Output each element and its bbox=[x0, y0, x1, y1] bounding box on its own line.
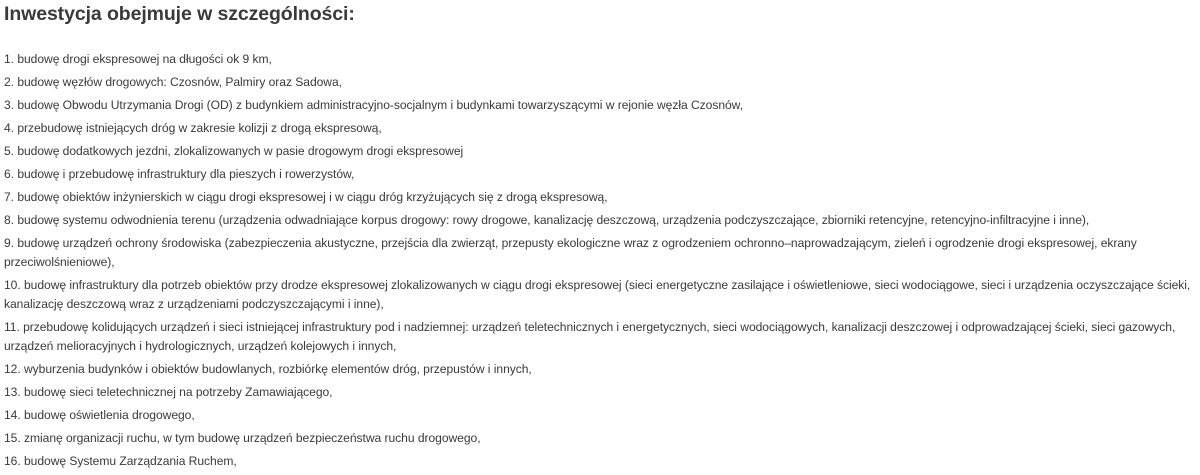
list-item-number: 6. bbox=[4, 167, 14, 181]
document-heading: Inwestycja obejmuje w szczególności: bbox=[4, 3, 355, 25]
list-item-text: budowę Obwodu Utrzymania Drogi (OD) z budynkiem administracyjno-socjalnym i budynkami towarzyszącymi w rejonie węzła Czosnów, bbox=[17, 98, 744, 112]
list-item-text: budowę oświetlenia drogowego, bbox=[23, 408, 195, 422]
list-item bbox=[4, 383, 1196, 402]
list-item-number: 3. bbox=[4, 98, 14, 112]
list-item bbox=[4, 234, 1196, 272]
list-item bbox=[4, 50, 1196, 69]
list-item bbox=[4, 360, 1196, 379]
list-item-text: budowę infrastruktury dla potrzeb obiektów przy drodze ekspresowej zlokalizowanych w ciągu drogi ekspresowej (sieci energetyczne zasilające i oświetleniowe, sieci wodociągowe, sieci i urządzenia oczyszczające ścieki, kanalizację deszczową wraz z urządzeniami podczyszczającymi i inne), bbox=[4, 278, 1191, 311]
list-item-text: budowę drogi ekspresowej na długości ok 9 km, bbox=[17, 52, 272, 66]
scope-list bbox=[4, 50, 1196, 471]
list-item bbox=[4, 452, 1196, 471]
list-item-number: 8. bbox=[4, 213, 14, 227]
list-item-text: zmianę organizacji ruchu, w tym budowę urządzeń bezpieczeństwa ruchu drogowego, bbox=[23, 431, 481, 445]
list-item-number: 16. bbox=[4, 454, 21, 468]
list-item-text: budowę dodatkowych jezdni, zlokalizowanych w pasie drogowym drogi ekspresowej bbox=[17, 144, 464, 158]
list-item bbox=[4, 276, 1196, 314]
list-item-text: budowę obiektów inżynierskich w ciągu drogi ekspresowej i w ciągu dróg krzyżujących się z drogą ekspresową, bbox=[17, 190, 608, 204]
list-item bbox=[4, 96, 1196, 115]
list-item-number: 10. bbox=[4, 278, 21, 292]
list-item-number: 7. bbox=[4, 190, 14, 204]
list-item bbox=[4, 142, 1196, 161]
list-item bbox=[4, 429, 1196, 448]
list-item-number: 2. bbox=[4, 75, 14, 89]
list-item-number: 4. bbox=[4, 121, 14, 135]
list-item-number: 1. bbox=[4, 52, 14, 66]
list-item-number: 12. bbox=[4, 362, 21, 376]
list-item-text: przebudowę istniejących dróg w zakresie kolizji z drogą ekspresową, bbox=[17, 121, 382, 135]
list-item bbox=[4, 318, 1196, 356]
list-item bbox=[4, 165, 1196, 184]
list-item-text: budowę urządzeń ochrony środowiska (zabezpieczenia akustyczne, przejścia dla zwierząt, przepusty ekologiczne wraz z ogrodzeniem ochronno–naprowadzającym, zieleń i ogrodzenie drogi ekspresowej, ekrany przeciwolśnieniowe), bbox=[4, 236, 1137, 269]
document-content bbox=[4, 2, 1196, 475]
list-item-number: 14. bbox=[4, 408, 21, 422]
list-item-text: budowę systemu odwodnienia terenu (urządzenia odwadniające korpus drogowy: rowy drogowe, kanalizację deszczową, urządzenia podczyszczające, zbiorniki retencyjne, retencyjno-infiltracyjne i inne), bbox=[17, 213, 1090, 227]
list-item-text: przebudowę kolidujących urządzeń i sieci istniejącej infrastruktury pod i nadziemnej: urządzeń teletechnicznych i energetycznych, sieci wodociągowych, kanalizacji deszczowej i odprowadzającej ścieki, sieci gazowych, urządzeń melioracyjnych i hydrologicznych, urządzeń kolejowych i innych, bbox=[4, 320, 1176, 353]
list-item-text: wyburzenia budynków i obiektów budowlanych, rozbiórkę elementów dróg, przepustów i innych, bbox=[23, 362, 532, 376]
list-item-text: budowę Systemu Zarządzania Ruchem, bbox=[23, 454, 237, 468]
list-item bbox=[4, 211, 1196, 230]
list-item-text: budowę i przebudowę infrastruktury dla pieszych i rowerzystów, bbox=[17, 167, 355, 181]
list-item-number: 5. bbox=[4, 144, 14, 158]
list-item-text: budowę węzłów drogowych: Czosnów, Palmiry oraz Sadowa, bbox=[17, 75, 342, 89]
list-item-number: 11. bbox=[4, 320, 20, 334]
list-item-number: 13. bbox=[4, 385, 21, 399]
list-item bbox=[4, 406, 1196, 425]
list-item bbox=[4, 73, 1196, 92]
list-item bbox=[4, 188, 1196, 207]
list-item bbox=[4, 119, 1196, 138]
list-item-number: 9. bbox=[4, 236, 14, 250]
list-item-text: budowę sieci teletechnicznej na potrzeby Zamawiającego, bbox=[23, 385, 333, 399]
list-item-number: 15. bbox=[4, 431, 21, 445]
